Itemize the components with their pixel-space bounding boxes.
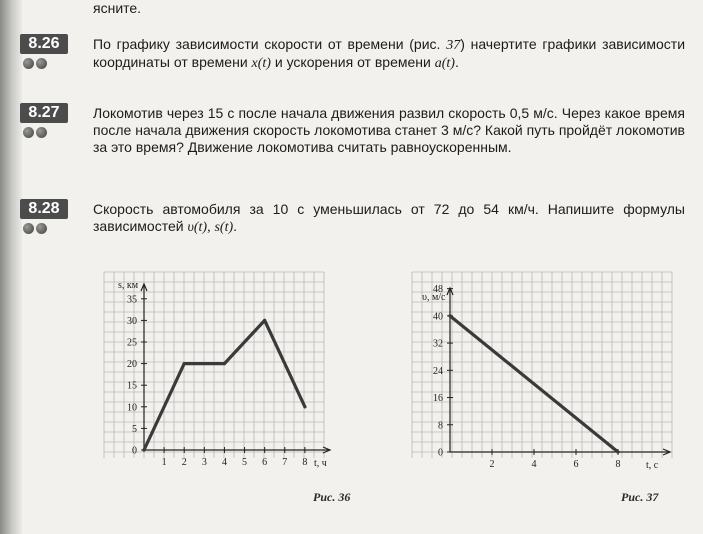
x-tick-label: 6: [262, 457, 268, 468]
y-tick-label: 24: [433, 365, 443, 377]
y-axis-label: υ, м/с: [422, 292, 446, 303]
data-point: [616, 450, 619, 453]
problem-text: Скорость автомобиля за 10 с уменьшилась от 72 до 54 км/ч. Напишите формулы зависимостей υ(t), s(t).: [93, 201, 685, 235]
y-tick-label: 16: [433, 393, 443, 405]
y-tick-label: 32: [433, 338, 443, 350]
y-tick-label: 5: [132, 423, 137, 435]
y-tick-label: 25: [127, 337, 137, 349]
x-tick-label: 2: [181, 457, 187, 468]
problem-text: По графику зависимости скорости от времени (рис. 37) начертите графики зависимости координаты от времени x(t) и ускорения от времени a(t).: [93, 36, 686, 71]
y-axis-label: s, км: [118, 280, 139, 291]
data-point: [223, 362, 226, 365]
x-axis-label: t, с: [646, 460, 659, 471]
data-point: [263, 319, 266, 322]
x-tick-label: 4: [531, 459, 537, 470]
book-spine-shadow: [0, 0, 22, 534]
data-series-line: [144, 320, 305, 450]
figure-caption-36: Рис. 36: [313, 490, 351, 504]
continuation-text: ясните.: [93, 0, 142, 16]
y-tick-label: 0: [438, 447, 443, 459]
problem-number: 8.27: [20, 103, 68, 123]
problem-text: Локомотив через 15 с после начала движения развил скорость 0,5 м/с. Через какое время после начала движения скорость локомотива станет 3 м/с? Какой путь пройдёт локомотив за это время? Движение локомотива считать равноускоренным.: [93, 105, 685, 155]
x-tick-label: 2: [489, 459, 495, 470]
y-tick-label: 15: [127, 380, 137, 392]
y-tick-label: 10: [127, 402, 137, 414]
chart-velocity-time: [400, 262, 700, 482]
x-tick-label: 4: [221, 457, 227, 468]
problem-number: 8.26: [20, 34, 68, 54]
y-tick-label: 48: [433, 284, 443, 296]
difficulty-dots: [23, 56, 63, 68]
data-series-line: [450, 316, 618, 452]
y-tick-label: 20: [127, 359, 137, 371]
y-tick-label: 40: [433, 311, 443, 323]
y-tick-label: 0: [132, 445, 137, 457]
chart-distance-time: [90, 262, 350, 482]
x-tick-label: 8: [615, 459, 621, 470]
problem-number: 8.28: [20, 199, 68, 219]
difficulty-dots: [23, 221, 63, 233]
y-tick-label: 8: [438, 420, 443, 432]
x-tick-label: 7: [282, 457, 288, 468]
x-tick-label: 8: [302, 457, 308, 468]
x-tick-label: 5: [242, 457, 248, 468]
difficulty-dots: [23, 125, 63, 137]
x-tick-label: 3: [201, 457, 207, 468]
data-point: [183, 362, 186, 365]
y-tick-label: 35: [127, 294, 137, 306]
x-tick-label: 6: [573, 459, 579, 470]
y-tick-label: 30: [127, 315, 137, 327]
data-point: [303, 405, 306, 408]
x-axis-label: t, ч: [314, 458, 327, 469]
data-point: [142, 448, 145, 451]
x-tick-label: 1: [161, 457, 167, 468]
figure-caption-37: Рис. 37: [621, 490, 659, 504]
data-point: [448, 314, 451, 317]
